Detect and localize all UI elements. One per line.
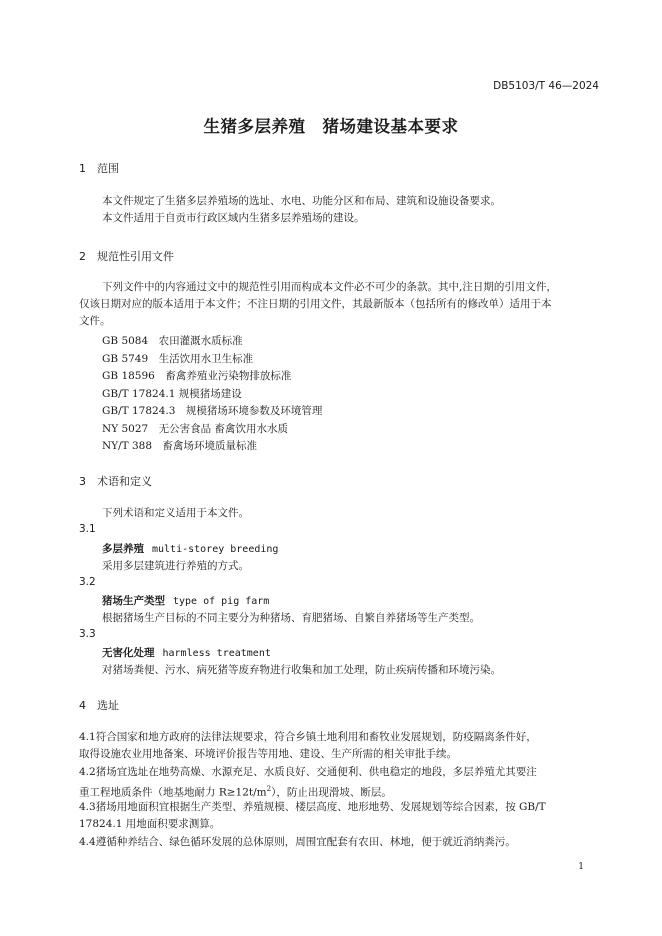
term-title: [102, 541, 278, 556]
section-3-heading: [79, 473, 152, 489]
section-title: 规范性引用文件: [97, 250, 174, 263]
paragraph: 本文件规定了生猪多层养殖场的选址、水电、功能分区和布局、建筑和设施设备要求。: [102, 195, 501, 207]
clause-text: ），防止出现滑坡、断层。: [271, 786, 392, 799]
page-number: 1: [578, 862, 584, 872]
reference-item: GB/T 17824.1 规模猪场建设: [102, 388, 242, 400]
reference-item: NY 5027 无公害食品 畜禽饮用水水质: [102, 423, 289, 435]
section-number: 3: [79, 475, 86, 488]
term-en: harmless treatment: [162, 648, 271, 659]
paragraph: 本文件适用于自贡市行政区域内生猪多层养殖场的建设。: [102, 212, 365, 224]
clause-number: 4.4: [79, 836, 96, 848]
clause-text: 重工程地质条件（地基地耐力 R≥12t/m: [79, 786, 267, 799]
page-title: 生猪多层养殖 猪场建设基本要求: [203, 117, 459, 136]
term-en: type of pig farm: [173, 596, 270, 607]
clause-continuation: 17824.1 用地面积要求测算。: [79, 818, 221, 830]
paragraph: 文件。: [79, 315, 111, 327]
clause-4-2: [79, 764, 537, 781]
term-definition: 根据猪场生产目标的不同主要分为种猪场、育肥猪场、自繁自养猪场等生产类型。: [102, 612, 480, 624]
term-title: [102, 593, 269, 608]
term-number: 3.3: [79, 628, 96, 640]
paragraph: 下列文件中的内容通过文中的规范性引用而构成本文件必不可少的条款。其中,注日期的引用文件，: [102, 281, 557, 293]
document-number: DB5103/T 46—2024: [493, 80, 599, 92]
reference-item: NY/T 388 畜禽场环境质量标准: [102, 440, 258, 452]
reference-item: GB 18596 畜禽养殖业污染物排放标准: [102, 370, 292, 382]
term-en: multi-storey breeding: [152, 544, 279, 555]
term-definition: 采用多层建筑进行养殖的方式。: [102, 560, 249, 572]
section-title: 选址: [97, 699, 119, 712]
term-title: [102, 645, 271, 660]
section-1-heading: [79, 160, 119, 176]
clause-number: 4.1: [79, 731, 96, 743]
clause-4-1: [79, 729, 537, 746]
paragraph: 仅该日期对应的版本适用于本文件；不注日期的引用文件，其最新版本（包括所有的修改单）适用于本: [79, 298, 552, 310]
term-number: 3.1: [79, 523, 96, 535]
section-title: 范围: [97, 162, 119, 175]
clause-4-3: [79, 799, 546, 816]
clause-number: 4.2: [79, 766, 96, 778]
clause-text: 遵循种养结合、绿色循环发展的总体原则，周围宜配套有农田、林地，便于就近消纳粪污。: [95, 836, 516, 848]
superscript: 2: [266, 785, 272, 793]
term-number: 3.2: [79, 576, 96, 588]
section-4-heading: [79, 697, 119, 713]
section-number: 1: [79, 162, 86, 175]
clause-4-4: [79, 834, 516, 851]
section-number: 2: [79, 250, 86, 263]
paragraph: 下列术语和定义适用于本文件。: [102, 507, 249, 519]
section-2-heading: [79, 248, 174, 264]
section-title: 术语和定义: [97, 475, 152, 488]
term-zh: 多层养殖: [102, 543, 144, 555]
reference-item: GB 5084 农田灌溉水质标准: [102, 335, 243, 347]
term-definition: 对猪场粪便、污水、病死猪等废弃物进行收集和加工处理，防止疾病传播和环境污染。: [102, 664, 501, 676]
clause-text: 猪场宜选址在地势高燥、水源充足、水质良好、交通便利、供电稳定的地段，多层养殖尤其要注: [95, 766, 537, 778]
term-zh: 猪场生产类型: [102, 595, 165, 607]
reference-item: GB 5749 生活饮用水卫生标准: [102, 353, 254, 365]
reference-item: GB/T 17824.3 规模猪场环境参数及环境管理: [102, 405, 323, 417]
term-zh: 无害化处理: [102, 647, 155, 659]
clause-number: 4.3: [79, 801, 96, 813]
clause-text: 猪场用地面积宜根据生产类型、养殖规模、楼层高度、地形地势、发展规划等综合因素，按 GB/T: [95, 801, 546, 813]
clause-text: 符合国家和地方政府的法律法规要求，符合乡镇土地利用和畜牧业发展规划，防疫隔离条件好，: [95, 731, 537, 743]
section-number: 4: [79, 699, 86, 712]
clause-continuation: 取得设施农业用地备案、环境评价报告等用地、建设、生产所需的相关审批手续。: [79, 748, 457, 760]
